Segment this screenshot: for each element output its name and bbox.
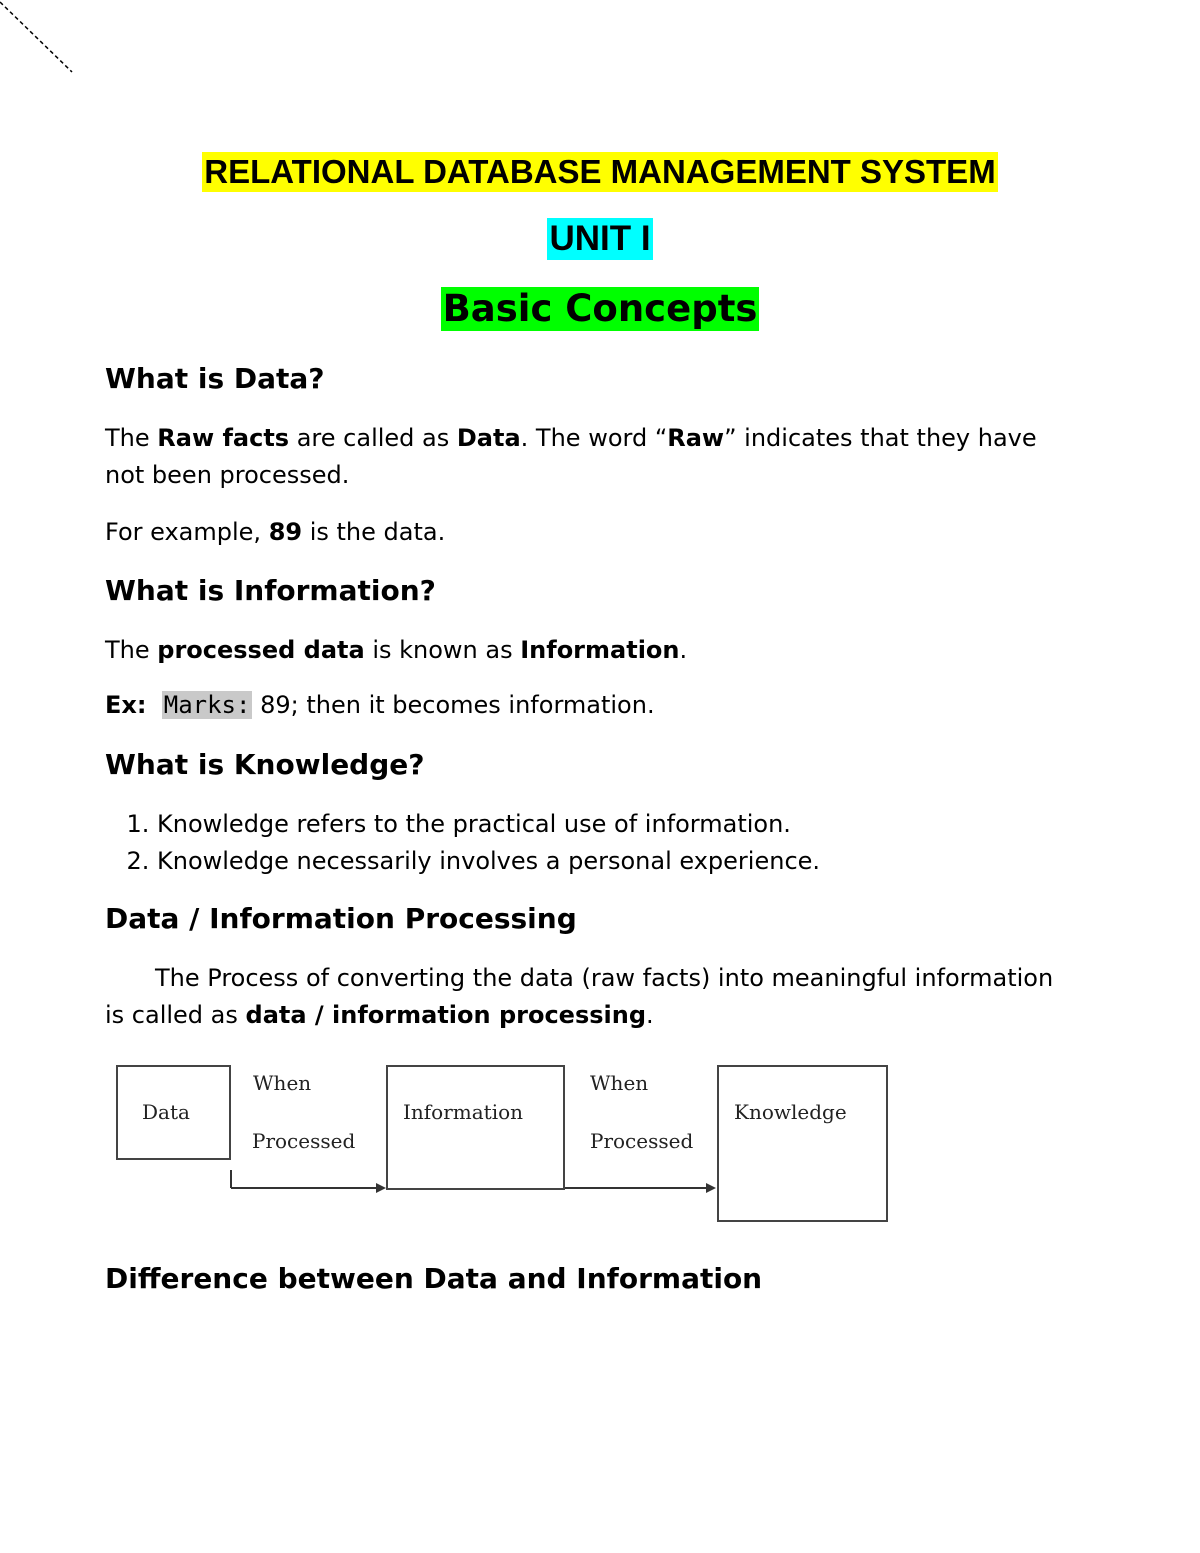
information-box-label: Information bbox=[403, 1100, 524, 1124]
text: The bbox=[105, 424, 158, 452]
arrow-information-to-knowledge bbox=[565, 1183, 716, 1193]
corner-fold-mark bbox=[0, 0, 80, 80]
information-box bbox=[387, 1066, 564, 1189]
bold-89: 89 bbox=[268, 518, 303, 546]
processing-paragraph bbox=[105, 960, 1065, 1034]
arrow-label-top: When bbox=[253, 1071, 312, 1095]
text: . bbox=[646, 1001, 654, 1029]
list-item: 1. Knowledge refers to the practical use of information. bbox=[157, 806, 820, 843]
heading-what-is-data: What is Data? bbox=[105, 362, 325, 395]
bold-data: Data bbox=[456, 424, 521, 452]
text: ” indicates that they have not been processed. bbox=[105, 424, 1037, 489]
bold-information: Information bbox=[520, 636, 680, 664]
data-example-paragraph bbox=[105, 514, 1065, 551]
text: The bbox=[105, 636, 158, 664]
unit-title-text: UNIT I bbox=[549, 219, 651, 258]
arrow-label-bottom: Processed bbox=[252, 1129, 356, 1153]
text: are called as bbox=[289, 424, 457, 452]
section-subtitle bbox=[0, 287, 1200, 331]
information-definition-paragraph bbox=[105, 632, 1065, 669]
heading-data-information-processing: Data / Information Processing bbox=[105, 902, 577, 935]
text: . The word “ bbox=[520, 424, 668, 452]
text: The Process of converting the data (raw facts) into meaningful information is called as bbox=[105, 964, 1054, 1029]
bold-raw-facts: Raw facts bbox=[157, 424, 290, 452]
knowledge-box-label: Knowledge bbox=[734, 1100, 847, 1124]
heading-difference-data-information: Difference between Data and Information bbox=[105, 1262, 763, 1295]
bold-data-information-processing: data / information processing bbox=[245, 1001, 647, 1029]
arrow-label-top: When bbox=[590, 1071, 649, 1095]
bold-processed-data: processed data bbox=[157, 636, 365, 664]
heading-what-is-information: What is Information? bbox=[105, 574, 436, 607]
text: is the data. bbox=[302, 518, 446, 546]
data-box-label: Data bbox=[142, 1100, 190, 1124]
document-title-text: RELATIONAL DATABASE MANAGEMENT SYSTEM bbox=[204, 153, 996, 190]
section-subtitle-text: Basic Concepts bbox=[442, 287, 758, 330]
list-item: 2. Knowledge necessarily involves a personal experience. bbox=[157, 843, 820, 880]
knowledge-box bbox=[718, 1066, 887, 1221]
heading-what-is-knowledge: What is Knowledge? bbox=[105, 748, 425, 781]
arrow-label-bottom: Processed bbox=[590, 1129, 694, 1153]
text: 89; then it becomes information. bbox=[252, 691, 655, 719]
bold-ex: Ex: bbox=[105, 691, 147, 719]
document-title bbox=[0, 152, 1200, 192]
information-example-paragraph bbox=[105, 687, 1065, 724]
marks-highlight: Marks: bbox=[163, 691, 251, 719]
unit-title bbox=[0, 218, 1200, 260]
knowledge-list bbox=[105, 806, 820, 880]
text: is known as bbox=[364, 636, 521, 664]
arrow-data-to-information bbox=[231, 1170, 386, 1193]
text: . bbox=[679, 636, 688, 664]
data-definition-paragraph bbox=[105, 420, 1065, 494]
processing-flow-diagram bbox=[110, 1058, 910, 1233]
bold-raw: Raw bbox=[667, 424, 725, 452]
text: For example, bbox=[105, 518, 269, 546]
